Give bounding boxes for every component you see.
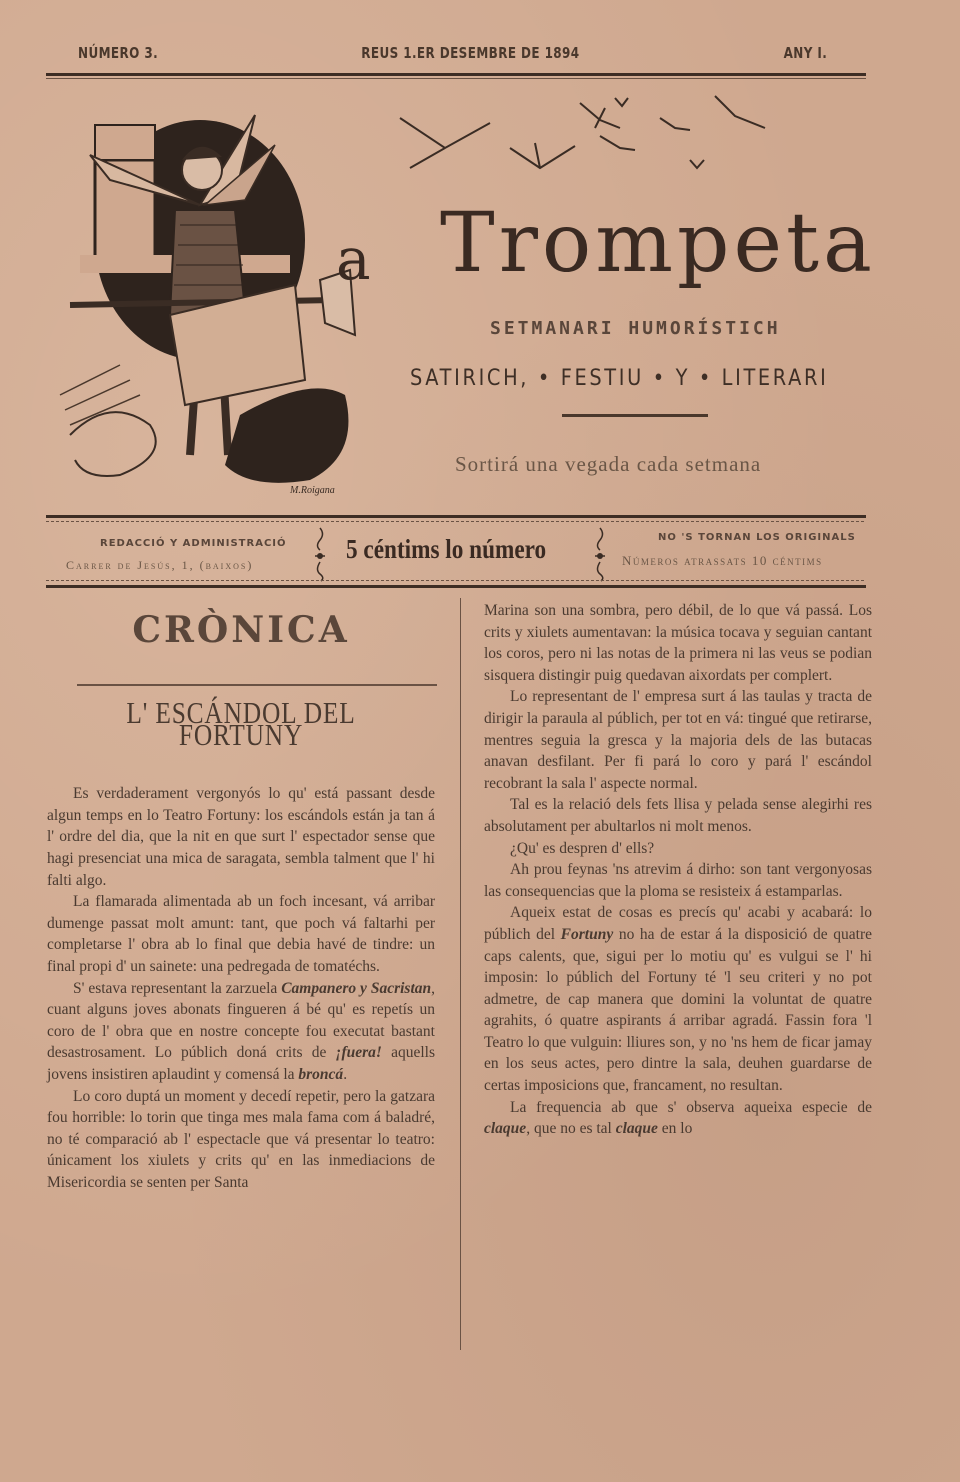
ornament-divider-icon [593, 526, 607, 582]
originals-notice: NO 'S TORNAN LOS ORIGINALS [658, 532, 856, 543]
price-bar-rule-bottom-dotted [46, 580, 866, 581]
issue-date: REUS 1.ER DESEMBRE DE 1894 [361, 44, 580, 62]
paragraph: Es verdaderament vergonyós lo qu' está passant desde algun temps en lo Teatro Fortuny: los escándols están ja tan á l' ordre del dia, que la nit en que surt l' espectador sense que hagi presenciat una mica de saragata, sembla talment que l' hi falti algo. [47, 785, 435, 889]
masthead-rule [562, 414, 708, 417]
administration-address: Carrer de Jesús, 1, (baixos) [66, 558, 254, 572]
paragraph: La frequencia ab que s' observa aqueixa especie de claque, que no es tal claque en lo [484, 1098, 872, 1138]
trumpeter-woman-illustration [50, 95, 390, 505]
paragraph: Lo coro duptá un moment y decedí repetir, pero la gatzara fou horrible: lo torin que tinga mes mala fama com á baladré, no té comparació ab l' espectacle que vá presentar lo teatro: únicament los xiulets y crits qu' en las inmediacions de Misericordia se senten per Santa [47, 1087, 435, 1191]
issue-price: 5 céntims lo número [346, 534, 547, 564]
article-column-left [47, 600, 435, 1193]
header-rule-thin [46, 78, 866, 79]
article-title: L' ESCÁNDOL DEL FORTUNY [126, 695, 356, 752]
masthead-frequency: Sortirá una vegada cada setmana [455, 452, 762, 476]
swallows-illustration [390, 88, 770, 178]
section-title: CRÒNICA [132, 609, 350, 651]
section-rule [77, 684, 437, 686]
paragraph: Aqueix estat de cosas es precís qu' acabi y acabará: lo públich del Fortuny no ha de estar á la disposició de quatre caps calents, que, sigui per lo motiu qu' es vulgui se l' hi imposin: lo públich del Fortuny té 'l seu criteri y no pot admetre, de cap manera que domini la voluntat de quatre agrahits, ó quatre aspirants á arribar agradá. Fassin fora 'l Teatro lo que vulguin: lliures son, y no 'ns hem de ficar jamay en los seus actes, pero dintre la sala, deuhen guardarse de certas imposicions que, francament, no resultan. [484, 904, 872, 1095]
price-bar-rule-top-dotted [46, 521, 866, 522]
price-bar-rule-bottom [46, 585, 866, 588]
masthead-title-initial: a [336, 225, 371, 293]
masthead-subtitle-weekly: SETMANARI HUMORÍSTICH [490, 318, 781, 339]
paragraph: Lo representant de l' empresa surt á las taulas y tracta de dirigir la paraula al públich, per tot en vá: tingué que retirarse, mentres seguia la gresca y la majoria dels de las butacas anavan desfilant. Per fi pará lo coro y pará l' escándol recobrant la sala l' aspecte normal. [484, 688, 872, 792]
paragraph: Tal es la relació dels fets llisa y pelada sense alegirhi res absolutament per abultarlos ni molt menos. [484, 796, 872, 835]
header-rule [46, 73, 866, 76]
masthead-subtitle-genres: SATIRICH, • FESTIU • Y • LITERARI [410, 366, 829, 391]
issue-year: ANY I. [783, 44, 828, 62]
paragraph: S' estava representant la zarzuela Campanero y Sacristan, cuant alguns joves abonats fingueren á bé qu' es repetís un coro de l' obra que en nostre concepte fou executat bastant desastrosament. Lo públich doná crits de ¡fuera! aquells jovens insistiren aplaudint y comensá la broncá. [47, 979, 435, 1083]
paragraph: Marina son una sombra, pero débil, de lo que vá passá. Los crits y xiulets aumentavan: la música tocava y seguian cantant los coros, pero ni las notas de la primera ni las veus se podian sisquera distingir puig quedavan aixordats per complert. [484, 602, 872, 684]
masthead-title: Trompeta [440, 196, 876, 291]
back-issues-price: Números atrassats 10 céntims [622, 553, 823, 568]
paragraph: Ah prou feynas 'ns atrevim á dirho: son tant vergonyosas las consequencias que la ploma se resisteix á estamparlas. [484, 861, 872, 900]
ornament-divider-icon [313, 526, 327, 582]
issue-header [78, 44, 828, 68]
issue-number: NÚMERO 3. [78, 44, 159, 62]
paragraph: La flamarada alimentada ab un foch incesant, vá arribar dumenge passat molt amunt: tant, que poch vá faltarhi per completarse l' obra ab lo final que debia havé de tindre: un final propi d' un sainete: una pedregada de tomatéchs. [47, 893, 435, 975]
paragraph: ¿Qu' es despren d' ells? [510, 839, 655, 857]
article-column-right [484, 600, 872, 1140]
price-bar-rule-top [46, 515, 866, 518]
administration-label: REDACCIÓ Y ADMINISTRACIÓ [100, 538, 287, 549]
svg-text:M.Roigana: M.Roigana [290, 485, 335, 496]
column-divider [460, 598, 461, 1350]
